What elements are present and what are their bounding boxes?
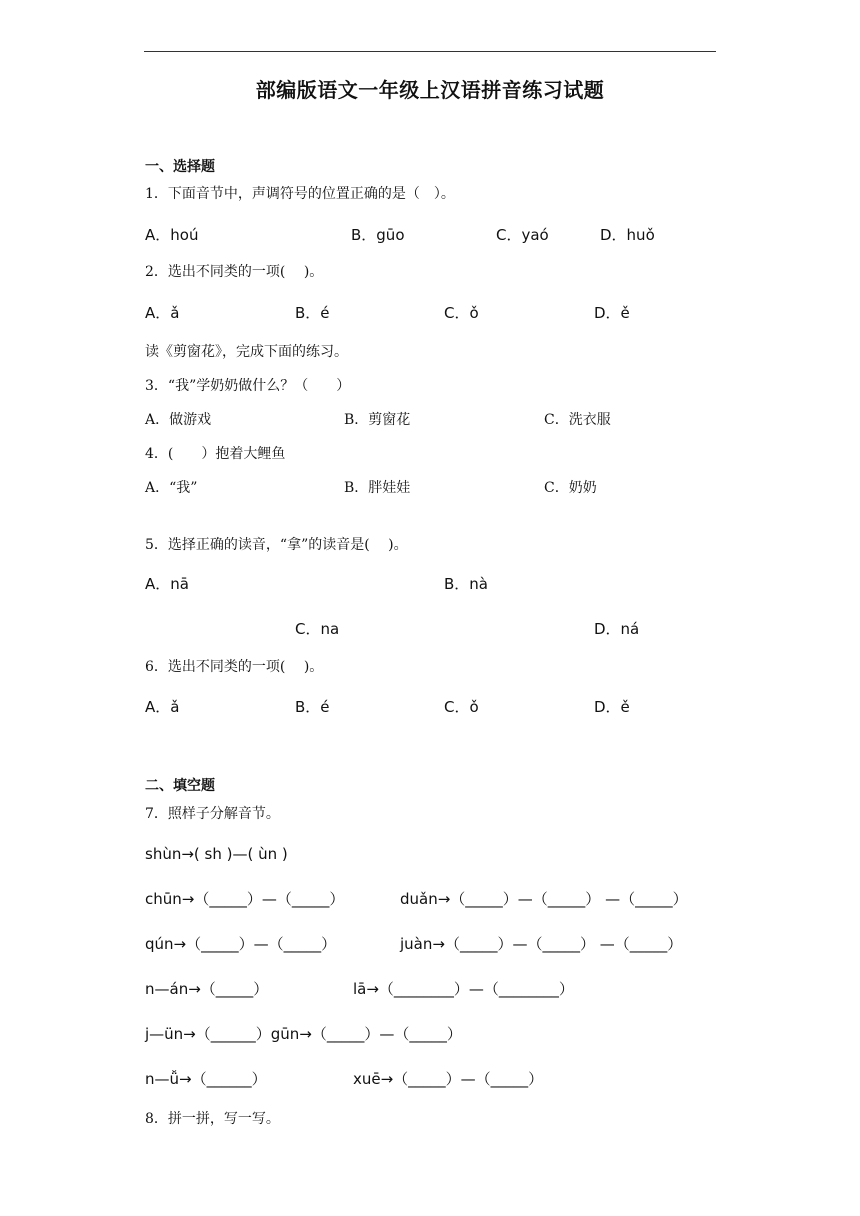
q5-option-c: C．na <box>295 620 340 638</box>
q6-option-b: B．é <box>295 698 330 716</box>
q6-option-c: C．ǒ <box>444 698 479 716</box>
q6-option-a: A．ǎ <box>145 698 180 716</box>
q3-option-a: A．做游戏 <box>145 412 212 428</box>
page-title: 部编版语文一年级上汉语拼音练习试题 <box>255 78 605 102</box>
q7-row3-right: lā→（________）—（________） <box>353 980 574 998</box>
q7-row2-right: juàn→（_____）—（_____） —（_____） <box>400 935 683 953</box>
question-4-stem: 4．( ）抱着大鲤鱼 <box>145 446 286 462</box>
q7-row3-left: n—án→（_____） <box>145 980 269 998</box>
question-6-stem: 6．选出不同类的一项( )。 <box>145 659 324 675</box>
question-3-stem: 3．“我”学奶奶做什么？（ ） <box>145 378 351 394</box>
q2-option-d: D．ě <box>594 304 630 322</box>
q3-option-b: B．剪窗花 <box>344 412 411 428</box>
q1-option-a: A．hoú <box>145 226 199 244</box>
q1-option-d: D．huǒ <box>600 226 655 244</box>
q5-option-b: B．nà <box>444 575 488 593</box>
q2-option-a: A．ǎ <box>145 304 180 322</box>
q2-option-b: B．é <box>295 304 330 322</box>
q7-row5-right: xuē→（_____）—（_____） <box>353 1070 544 1088</box>
q2-option-c: C．ǒ <box>444 304 479 322</box>
q3-option-c: C．洗衣服 <box>544 412 611 428</box>
question-1-stem: 1．下面音节中，声调符号的位置正确的是（ ）。 <box>145 186 455 202</box>
question-2-stem: 2．选出不同类的一项( )。 <box>145 264 324 280</box>
q7-row2-left: qún→（_____）—（_____） <box>145 935 337 953</box>
q4-option-c: C．奶奶 <box>544 480 597 496</box>
q7-example: shùn→( sh )—( ùn ) <box>145 845 288 863</box>
q7-row5-left: n—ǚ→（______） <box>145 1070 267 1088</box>
q5-option-d: D．ná <box>594 620 640 638</box>
question-8-stem: 8．拼一拼，写一写。 <box>145 1111 280 1127</box>
q6-option-d: D．ě <box>594 698 630 716</box>
q1-option-c: C．yaó <box>496 226 549 244</box>
reading-instruction: 读《剪窗花》，完成下面的练习。 <box>145 344 348 360</box>
question-7-stem: 7．照样子分解音节。 <box>145 806 280 822</box>
q7-row1-right: duǎn→（_____）—（_____） —（_____） <box>400 890 688 908</box>
q7-row4: j—ün→（______）gūn→（_____）—（_____） <box>145 1025 462 1043</box>
q5-option-a: A．nā <box>145 575 189 593</box>
question-5-stem: 5．选择正确的读音，“拿”的读音是( )。 <box>145 537 408 553</box>
header-rule <box>144 51 716 52</box>
q4-option-a: A．“我” <box>145 480 198 496</box>
section-heading-choice: 一、选择题 <box>145 159 215 175</box>
section-heading-fill: 二、填空题 <box>145 778 215 794</box>
q4-option-b: B．胖娃娃 <box>344 480 411 496</box>
q7-row1-left: chūn→（_____）—（_____） <box>145 890 345 908</box>
q1-option-b: B．gūo <box>351 226 405 244</box>
